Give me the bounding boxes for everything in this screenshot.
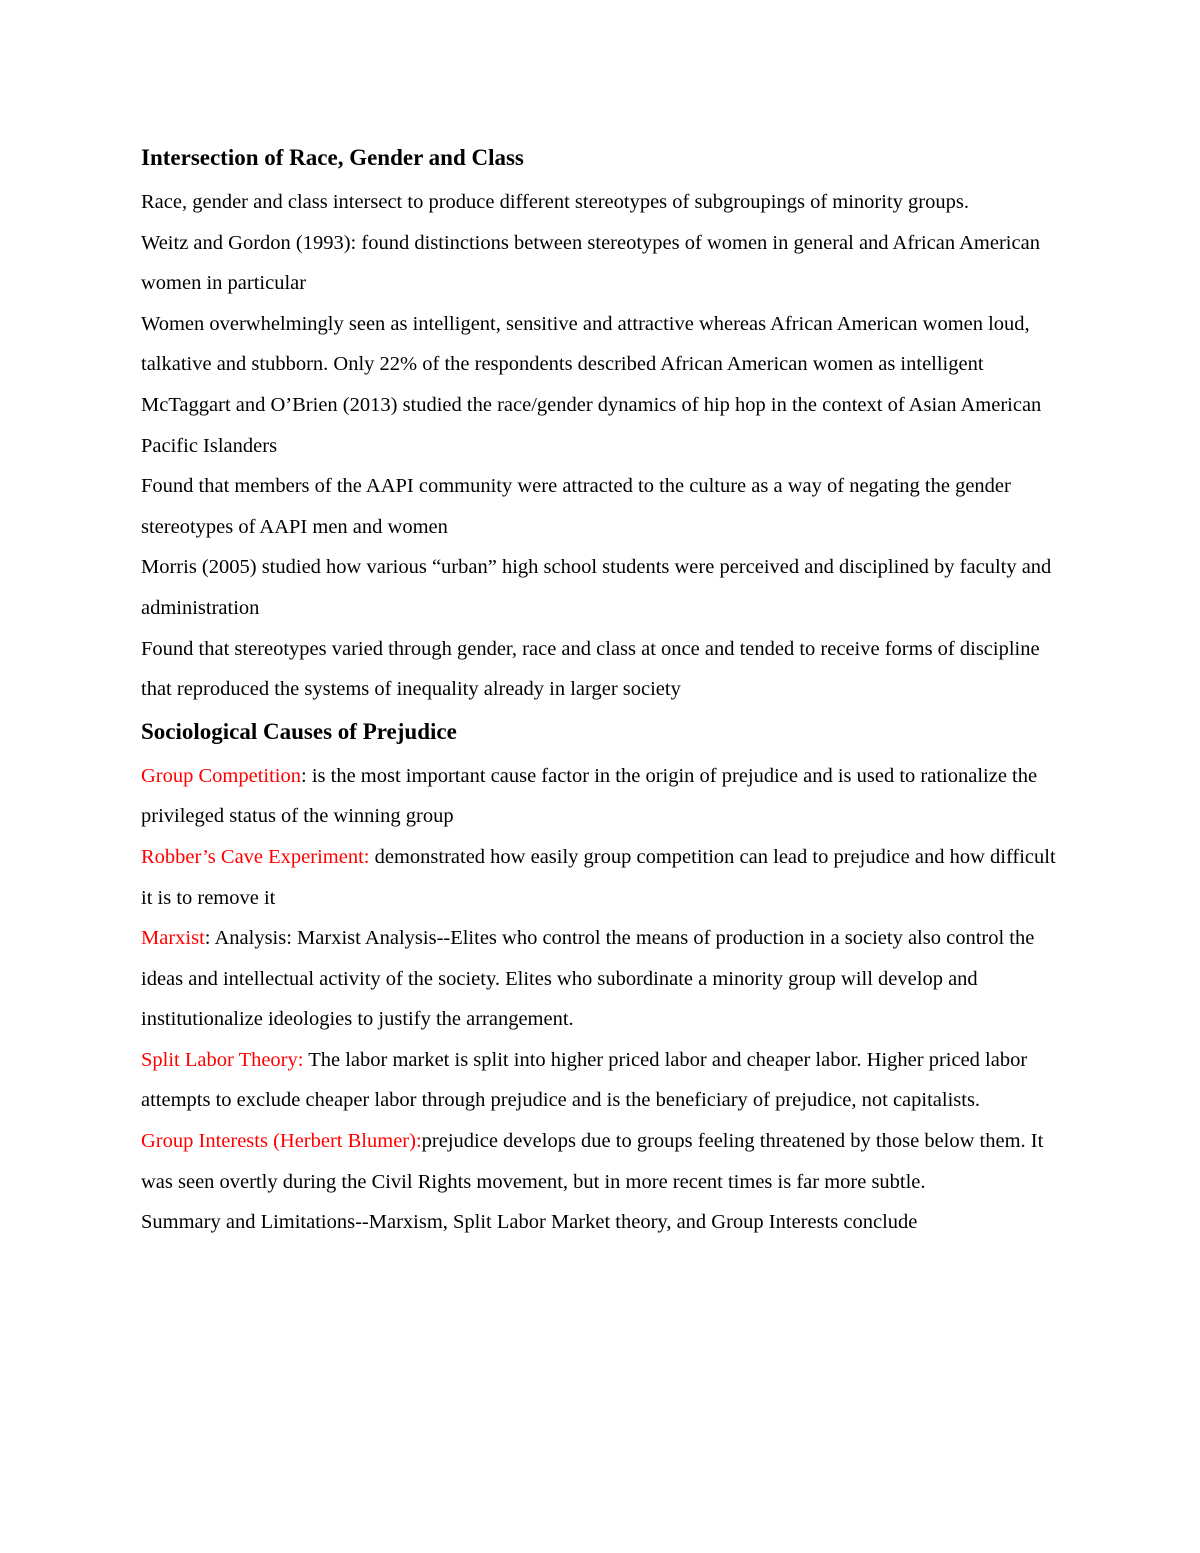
definition-term: Group Competition: [141, 764, 302, 787]
definition-text: prejudice develops due to groups feeling threatened by those below them. It was seen overtly during the Civil Rights movement, but in more recent times is far more subtle.: [141, 1130, 1044, 1193]
definition-item: [141, 1121, 1061, 1202]
document-body: [141, 138, 1061, 1243]
paragraph: Women overwhelmingly seen as intelligent, sensitive and attractive whereas African American women loud, talkative and stubborn. Only 22% of the respondents described African American women as intelligent: [141, 312, 1030, 376]
definition-term: Group Interests (Herbert Blumer):: [141, 1130, 422, 1153]
section-heading-prejudice: Sociological Causes of Prejudice: [141, 718, 457, 744]
paragraph: Morris (2005) studied how various “urban” high school students were perceived and disciplined by faculty and administration: [141, 556, 1052, 619]
definition-term: Robber’s Cave Experiment:: [141, 845, 370, 868]
definition-item: [141, 756, 1061, 837]
closing-paragraph: Summary and Limitations--Marxism, Split Labor Market theory, and Group Interests conclude: [141, 1211, 918, 1234]
definition-text: demonstrated how easily group competition can lead to prejudice and how difficult it is to remove it: [141, 845, 1056, 909]
definition-item: [141, 918, 1061, 1040]
definition-separator: :: [204, 927, 211, 950]
definition-text: is the most important cause factor in the origin of prejudice and is used to rationalize the privileged status of the winning group: [141, 764, 1038, 828]
paragraph: Found that members of the AAPI community were attracted to the culture as a way of negating the gender stereotypes of AAPI men and women: [141, 475, 1011, 538]
paragraph: McTaggart and O’Brien (2013) studied the race/gender dynamics of hip hop in the context of Asian American Pacific Islanders: [141, 393, 1042, 457]
paragraph: Weitz and Gordon (1993): found distinctions between stereotypes of women in general and African American women in particular: [141, 231, 1040, 295]
definition-item: [141, 1040, 1061, 1121]
paragraph: Found that stereotypes varied through gender, race and class at once and tended to receive forms of discipline that reproduced the systems of inequality already in larger society: [141, 637, 1040, 701]
definition-text: Analysis: Marxist Analysis--Elites who control the means of production in a society also control the ideas and intellectual activity of the society. Elites who subordinate a minority group will develop and institutionalize ideologies to justify the arrangement.: [141, 927, 1035, 1031]
definition-text: The labor market is split into higher priced labor and cheaper labor. Higher priced labor attempts to exclude cheaper labor through prejudice and is the beneficiary of prejudice, not capitalists.: [141, 1048, 1028, 1112]
definition-term: Split Labor Theory:: [141, 1048, 304, 1071]
definition-item: [141, 837, 1061, 918]
definition-term: Marxist: [141, 927, 205, 950]
section-heading-intersection: Intersection of Race, Gender and Class: [141, 145, 524, 170]
paragraph: Race, gender and class intersect to produce different stereotypes of subgroupings of minority groups.: [141, 191, 969, 213]
definition-separator: :: [301, 764, 307, 787]
